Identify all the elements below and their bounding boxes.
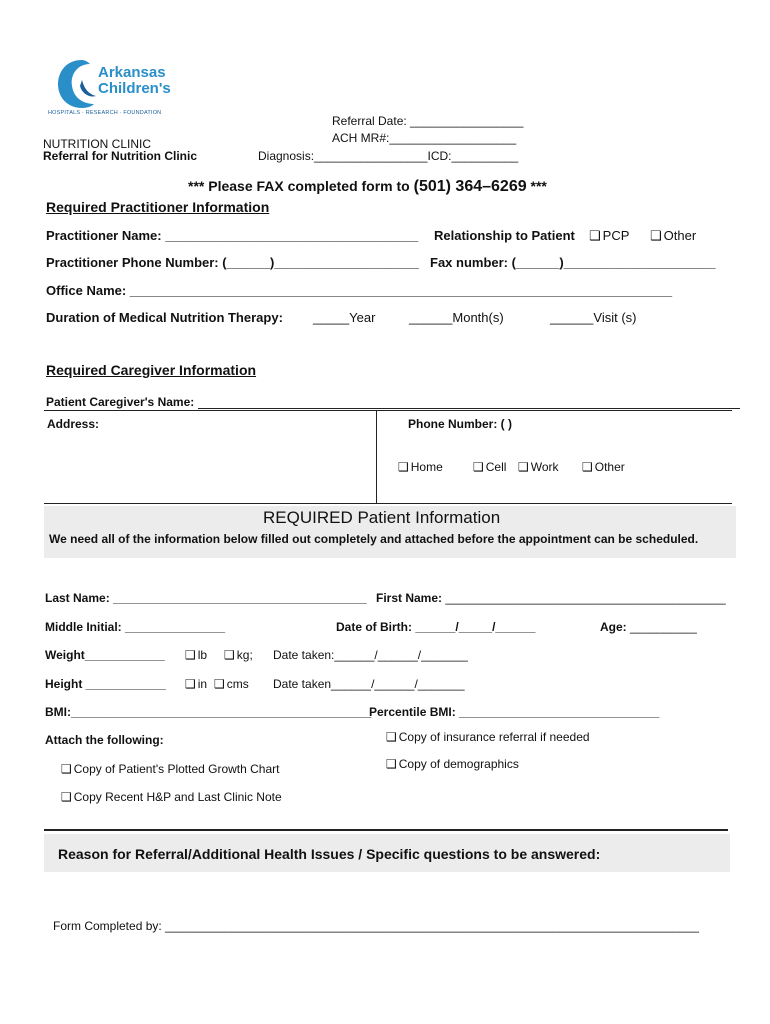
fax-number: (501) 364–6269 xyxy=(413,178,527,195)
section-divider xyxy=(44,829,728,831)
weight-field[interactable]: Weight____________ xyxy=(45,648,165,662)
first-name-line: __________________________________________ xyxy=(442,591,726,605)
last-name-field[interactable]: Last Name: ______________________________________ xyxy=(45,591,367,605)
checkbox-icon: ❑ xyxy=(224,648,235,662)
duration-label: Duration of Medical Nutrition Therapy: xyxy=(46,310,283,325)
practitioner-heading: Required Practitioner Information xyxy=(46,199,270,215)
percentile-bmi-field[interactable]: Percentile BMI: ______________________________ xyxy=(369,705,660,719)
cms-label: cms xyxy=(226,677,249,691)
demographics-label: Copy of demographics xyxy=(398,757,519,771)
dob-field[interactable]: Date of Birth: ______/_____/______ xyxy=(336,620,536,634)
checkbox-icon: ❑ xyxy=(473,460,484,474)
weight-date-field[interactable]: Date taken:______/______/_______ xyxy=(273,648,468,662)
logo xyxy=(48,54,198,120)
work-label: Work xyxy=(530,460,559,474)
logo-tagline: HOSPITALS · RESEARCH · FOUNDATION xyxy=(48,110,162,116)
cms-checkbox[interactable] xyxy=(214,677,249,691)
ach-mr-field[interactable]: ACH MR#:___________________ xyxy=(332,131,517,145)
pcp-checkbox[interactable] xyxy=(589,228,629,244)
logo-name2: Children's xyxy=(98,80,171,97)
checkbox-icon: ❑ xyxy=(589,228,601,243)
fax-notice-stars: *** xyxy=(526,178,547,194)
insurance-checkbox[interactable] xyxy=(386,730,590,744)
checkbox-icon: ❑ xyxy=(61,762,72,776)
kg-checkbox[interactable] xyxy=(224,648,253,662)
demographics-checkbox[interactable] xyxy=(386,757,519,771)
checkbox-icon: ❑ xyxy=(582,460,593,474)
checkbox-icon: ❑ xyxy=(386,730,397,744)
referral-date-field[interactable]: Referral Date: _________________ xyxy=(332,114,524,128)
cell-label: Cell xyxy=(485,460,507,474)
checkbox-icon: ❑ xyxy=(61,790,72,804)
other-phone-label: Other xyxy=(594,460,625,474)
practitioner-phone-field[interactable]: Practitioner Phone Number: (______)____________________ xyxy=(46,255,419,270)
caregiver-box-divider xyxy=(376,410,377,504)
duration-visit-field[interactable]: ______Visit (s) xyxy=(550,310,637,325)
age-field[interactable] xyxy=(600,620,697,634)
checkbox-icon: ❑ xyxy=(386,757,397,771)
work-checkbox[interactable] xyxy=(518,460,559,474)
relationship-label: Relationship to Patient xyxy=(434,228,575,243)
checkbox-icon: ❑ xyxy=(185,677,196,691)
first-name-field[interactable] xyxy=(376,591,726,605)
form-completed-by-field[interactable]: Form Completed by: ________________________________________________________________________________ xyxy=(53,919,699,933)
pcp-label: PCP xyxy=(602,228,630,243)
caregiver-phone-field[interactable]: Phone Number: ( ) xyxy=(408,417,512,431)
growth-chart-label: Copy of Patient's Plotted Growth Chart xyxy=(73,762,280,776)
duration-month-field[interactable]: ______Month(s) xyxy=(409,310,504,325)
duration-year-field[interactable]: _____Year xyxy=(313,310,376,325)
checkbox-icon: ❑ xyxy=(185,648,196,662)
fax-notice-text: *** Please FAX completed form to xyxy=(188,178,414,194)
other-relationship-checkbox[interactable] xyxy=(650,228,696,244)
diagnosis-field[interactable]: Diagnosis:_________________ICD:__________ xyxy=(258,149,519,163)
other-label: Other xyxy=(663,228,697,243)
insurance-label: Copy of insurance referral if needed xyxy=(398,730,590,744)
checkbox-icon: ❑ xyxy=(650,228,662,243)
reason-heading: Reason for Referral/Additional Health Issues / Specific questions to be answered: xyxy=(58,846,601,862)
clinic-name: NUTRITION CLINIC xyxy=(43,137,151,151)
hp-label: Copy Recent H&P and Last Clinic Note xyxy=(73,790,282,804)
checkbox-icon: ❑ xyxy=(398,460,409,474)
office-name-field[interactable]: Office Name: ___________________________________________________________________________ xyxy=(46,283,673,298)
caregiver-box-top xyxy=(44,410,732,411)
home-checkbox[interactable] xyxy=(398,460,443,474)
logo-name1: Arkansas xyxy=(98,64,166,81)
height-field[interactable]: Height ____________ xyxy=(45,677,166,691)
form-title: Referral for Nutrition Clinic xyxy=(43,149,198,163)
practitioner-name-field[interactable]: Practitioner Name: ___________________________________ xyxy=(46,228,419,243)
age-line: __________ xyxy=(626,620,697,634)
cell-checkbox[interactable] xyxy=(473,460,506,474)
in-label: in xyxy=(197,677,208,691)
patient-subheading: We need all of the information below filled out completely and attached before the appointment can be scheduled. xyxy=(49,532,699,546)
lb-label: lb xyxy=(197,648,208,662)
fax-notice xyxy=(188,178,547,196)
fax-number-field[interactable]: Fax number: (______)_____________________ xyxy=(430,255,716,270)
height-date-field[interactable]: Date taken______/______/_______ xyxy=(273,677,465,691)
middle-initial-field[interactable]: Middle Initial: _______________ xyxy=(45,620,226,634)
caregiver-name-label: Patient Caregiver's Name: xyxy=(46,395,195,409)
lb-checkbox[interactable] xyxy=(185,648,207,662)
patient-heading: REQUIRED Patient Information xyxy=(263,508,501,527)
checkbox-icon: ❑ xyxy=(518,460,529,474)
attach-label: Attach the following: xyxy=(45,733,164,747)
checkbox-icon: ❑ xyxy=(214,677,225,691)
address-label[interactable]: Address: xyxy=(47,417,100,431)
hp-checkbox[interactable] xyxy=(61,790,282,804)
other-phone-checkbox[interactable] xyxy=(582,460,625,474)
caregiver-name-line[interactable] xyxy=(198,408,740,409)
first-name-label: First Name: xyxy=(376,591,443,605)
home-label: Home xyxy=(410,460,443,474)
caregiver-heading: Required Caregiver Information xyxy=(46,362,257,378)
kg-label: kg; xyxy=(236,648,253,662)
bmi-field[interactable]: BMI:_____________________________________________ xyxy=(45,705,372,719)
age-label: Age: xyxy=(600,620,627,634)
caregiver-box-bottom xyxy=(44,503,732,504)
growth-chart-checkbox[interactable] xyxy=(61,762,280,776)
in-checkbox[interactable] xyxy=(185,677,207,691)
